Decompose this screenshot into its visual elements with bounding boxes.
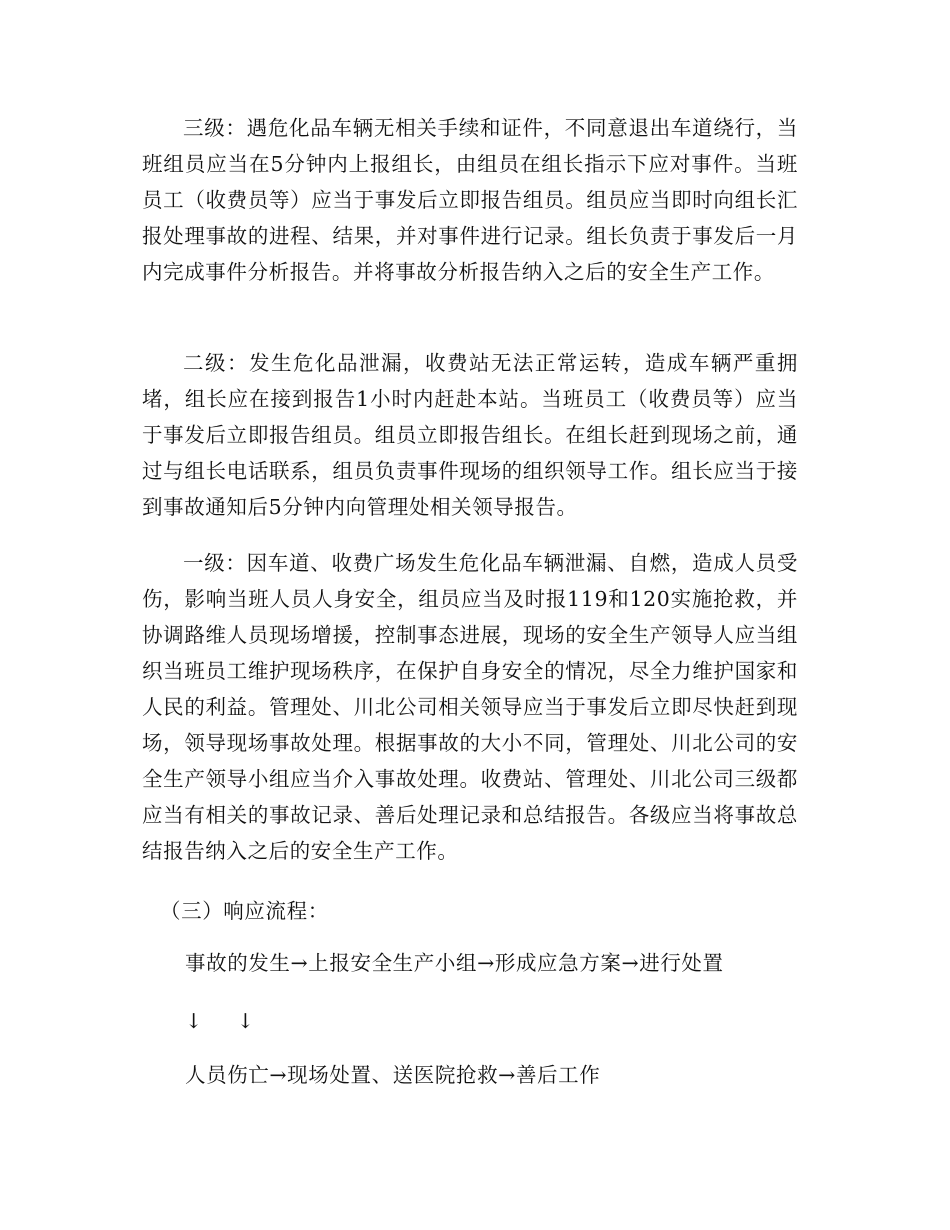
flow-step-line-1: 事故的发生→上报安全生产小组→形成应急方案→进行处置 (185, 951, 724, 975)
flow-step-line-2: 人员伤亡→现场处置、送医院抢救→善后工作 (185, 1063, 601, 1087)
paragraph-level-one: 一级：因车道、收费广场发生危化品车辆泄漏、自燃，造成人员受伤，影响当班人员人身安全，组员应当及时报119和120实施抢救，并协调路维人员现场增援，控制事态进展，现场的安全生产领导人应当组织当班员工维护现场秩序，在保护自身安全的情况，尽全力维护国家和人民的利益。管理处、川北公司相关领导应当于事发后立即尽快赶到现场，领导现场事故处理。根据事故的大小不同，管理处、川北公司的安全生产领导小组应当介入事故处理。收费站、管理处、川北公司三级都应当有相关的事故记录、善后处理记录和总结报告。各级应当将事故总结报告纳入之后的安全生产工作。 (142, 551, 798, 863)
flow-down-arrows: ↓ ↓ (185, 1009, 268, 1033)
paragraph-level-three: 三级：遇危化品车辆无相关手续和证件，不同意退出车道绕行，当班组员应当在5分钟内上报组长，由组员在组长指示下应对事件。当班员工（收费员等）应当于事发后立即报告组员。组员应当即时向组长汇报处理事故的进程、结果，并对事件进行记录。组长负责于事发后一月内完成事件分析报告。并将事故分析报告纳入之后的安全生产工作。 (142, 116, 798, 284)
section-heading: （三）响应流程： (160, 899, 329, 923)
paragraph-level-two: 二级：发生危化品泄漏，收费站无法正常运转，造成车辆严重拥堵，组长应在接到报告1小时内赶赴本站。当班员工（收费员等）应当于事发后立即报告组员。组员立即报告组长。在组长赶到现场之前，通过与组长电话联系，组员负责事件现场的组织领导工作。组长应当于接到事故通知后5分钟内向管理处相关领导报告。 (142, 351, 798, 519)
